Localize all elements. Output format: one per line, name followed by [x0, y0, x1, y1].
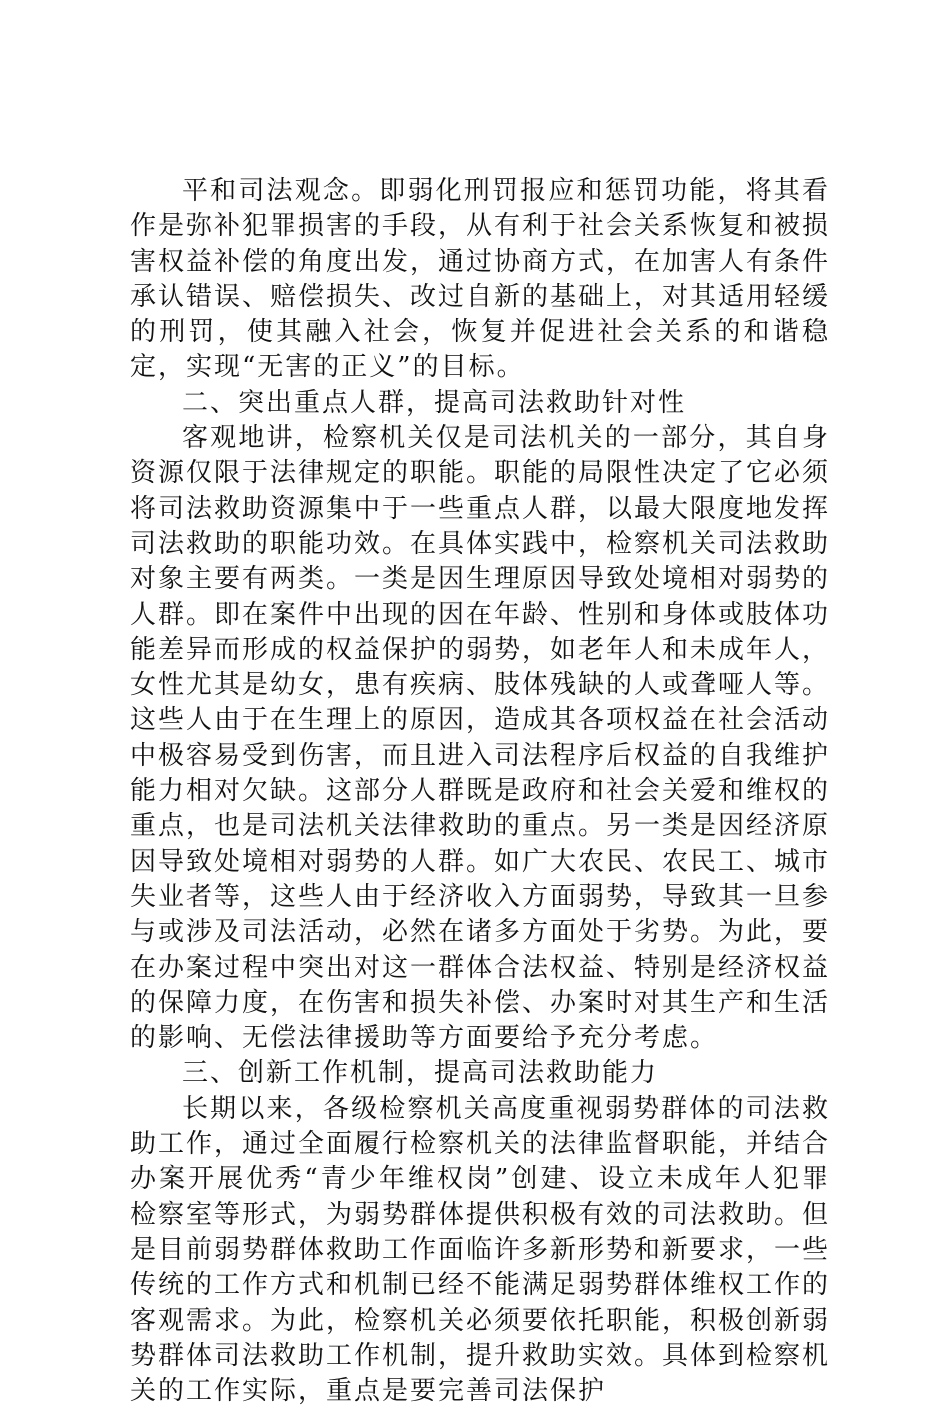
paragraph-restorative-justice: 平和司法观念。即弱化刑罚报应和惩罚功能，将其看作是弥补犯罪损害的手段，从有利于社会关系恢复和被损害权益补偿的角度出发，通过协商方式，在加害人有条件承认错误、赔偿损失、改过自新的基础上，对其适用轻缓的刑罚，使其融入社会，恢复并促进社会关系的和谐稳定，实现“无害的正义”的目标。 — [130, 176, 831, 383]
paragraph-work-mechanism: 长期以来，各级检察机关高度重视弱势群体的司法救助工作，通过全面履行检察机关的法律监督职能，并结合办案开展优秀“青少年维权岗”创建、设立未成年人犯罪检察室等形式，为弱势群体提供积极有效的司法救助。但是目前弱势群体救助工作面临许多新形势和新要求，一些传统的工作方式和机制已经不能满足弱势群体维权工作的客观需求。为此，检察机关必须要依托职能，积极创新弱势群体司法救助工作机制，提升救助实效。具体到检察机关的工作实际，重点是要完善司法保护 — [130, 1093, 831, 1407]
section-heading-2: 二、突出重点人群，提高司法救助针对性 — [182, 387, 687, 418]
paragraph-key-groups: 客观地讲，检察机关仅是司法机关的一部分，其自身资源仅限于法律规定的职能。职能的局限性决定了它必须将司法救助资源集中于一些重点人群，以最大限度地发挥司法救助的职能功效。在具体实践中，检察机关司法救助对象主要有两类。一类是因生理原因导致处境相对弱势的人群。即在案件中出现的因在年龄、性别和身体或肢体功能差异而形成的权益保护的弱势，如老年人和未成年人，女性尤其是幼女，患有疾病、肢体残缺的人或聋哑人等。这些人由于在生理上的原因，造成其各项权益在社会活动中极容易受到伤害，而且进入司法程序后权益的自我维护能力相对欠缺。这部分人群既是政府和社会关爱和维权的重点，也是司法机关法律救助的重点。另一类是因经济原因导致处境相对弱势的人群。如广大农民、农民工、城市失业者等，这些人由于经济收入方面弱势，导致其一旦参与或涉及司法活动，必然在诸多方面处于劣势。为此，要在办案过程中突出对这一群体合法权益、特别是经济权益的保障力度，在伤害和损失补偿、办案时对其生产和生活的影响、无偿法律援助等方面要给予充分考虑。 — [130, 423, 831, 1054]
section-heading-3: 三、创新工作机制，提高司法救助能力 — [182, 1058, 659, 1089]
body-text — [130, 174, 830, 1409]
